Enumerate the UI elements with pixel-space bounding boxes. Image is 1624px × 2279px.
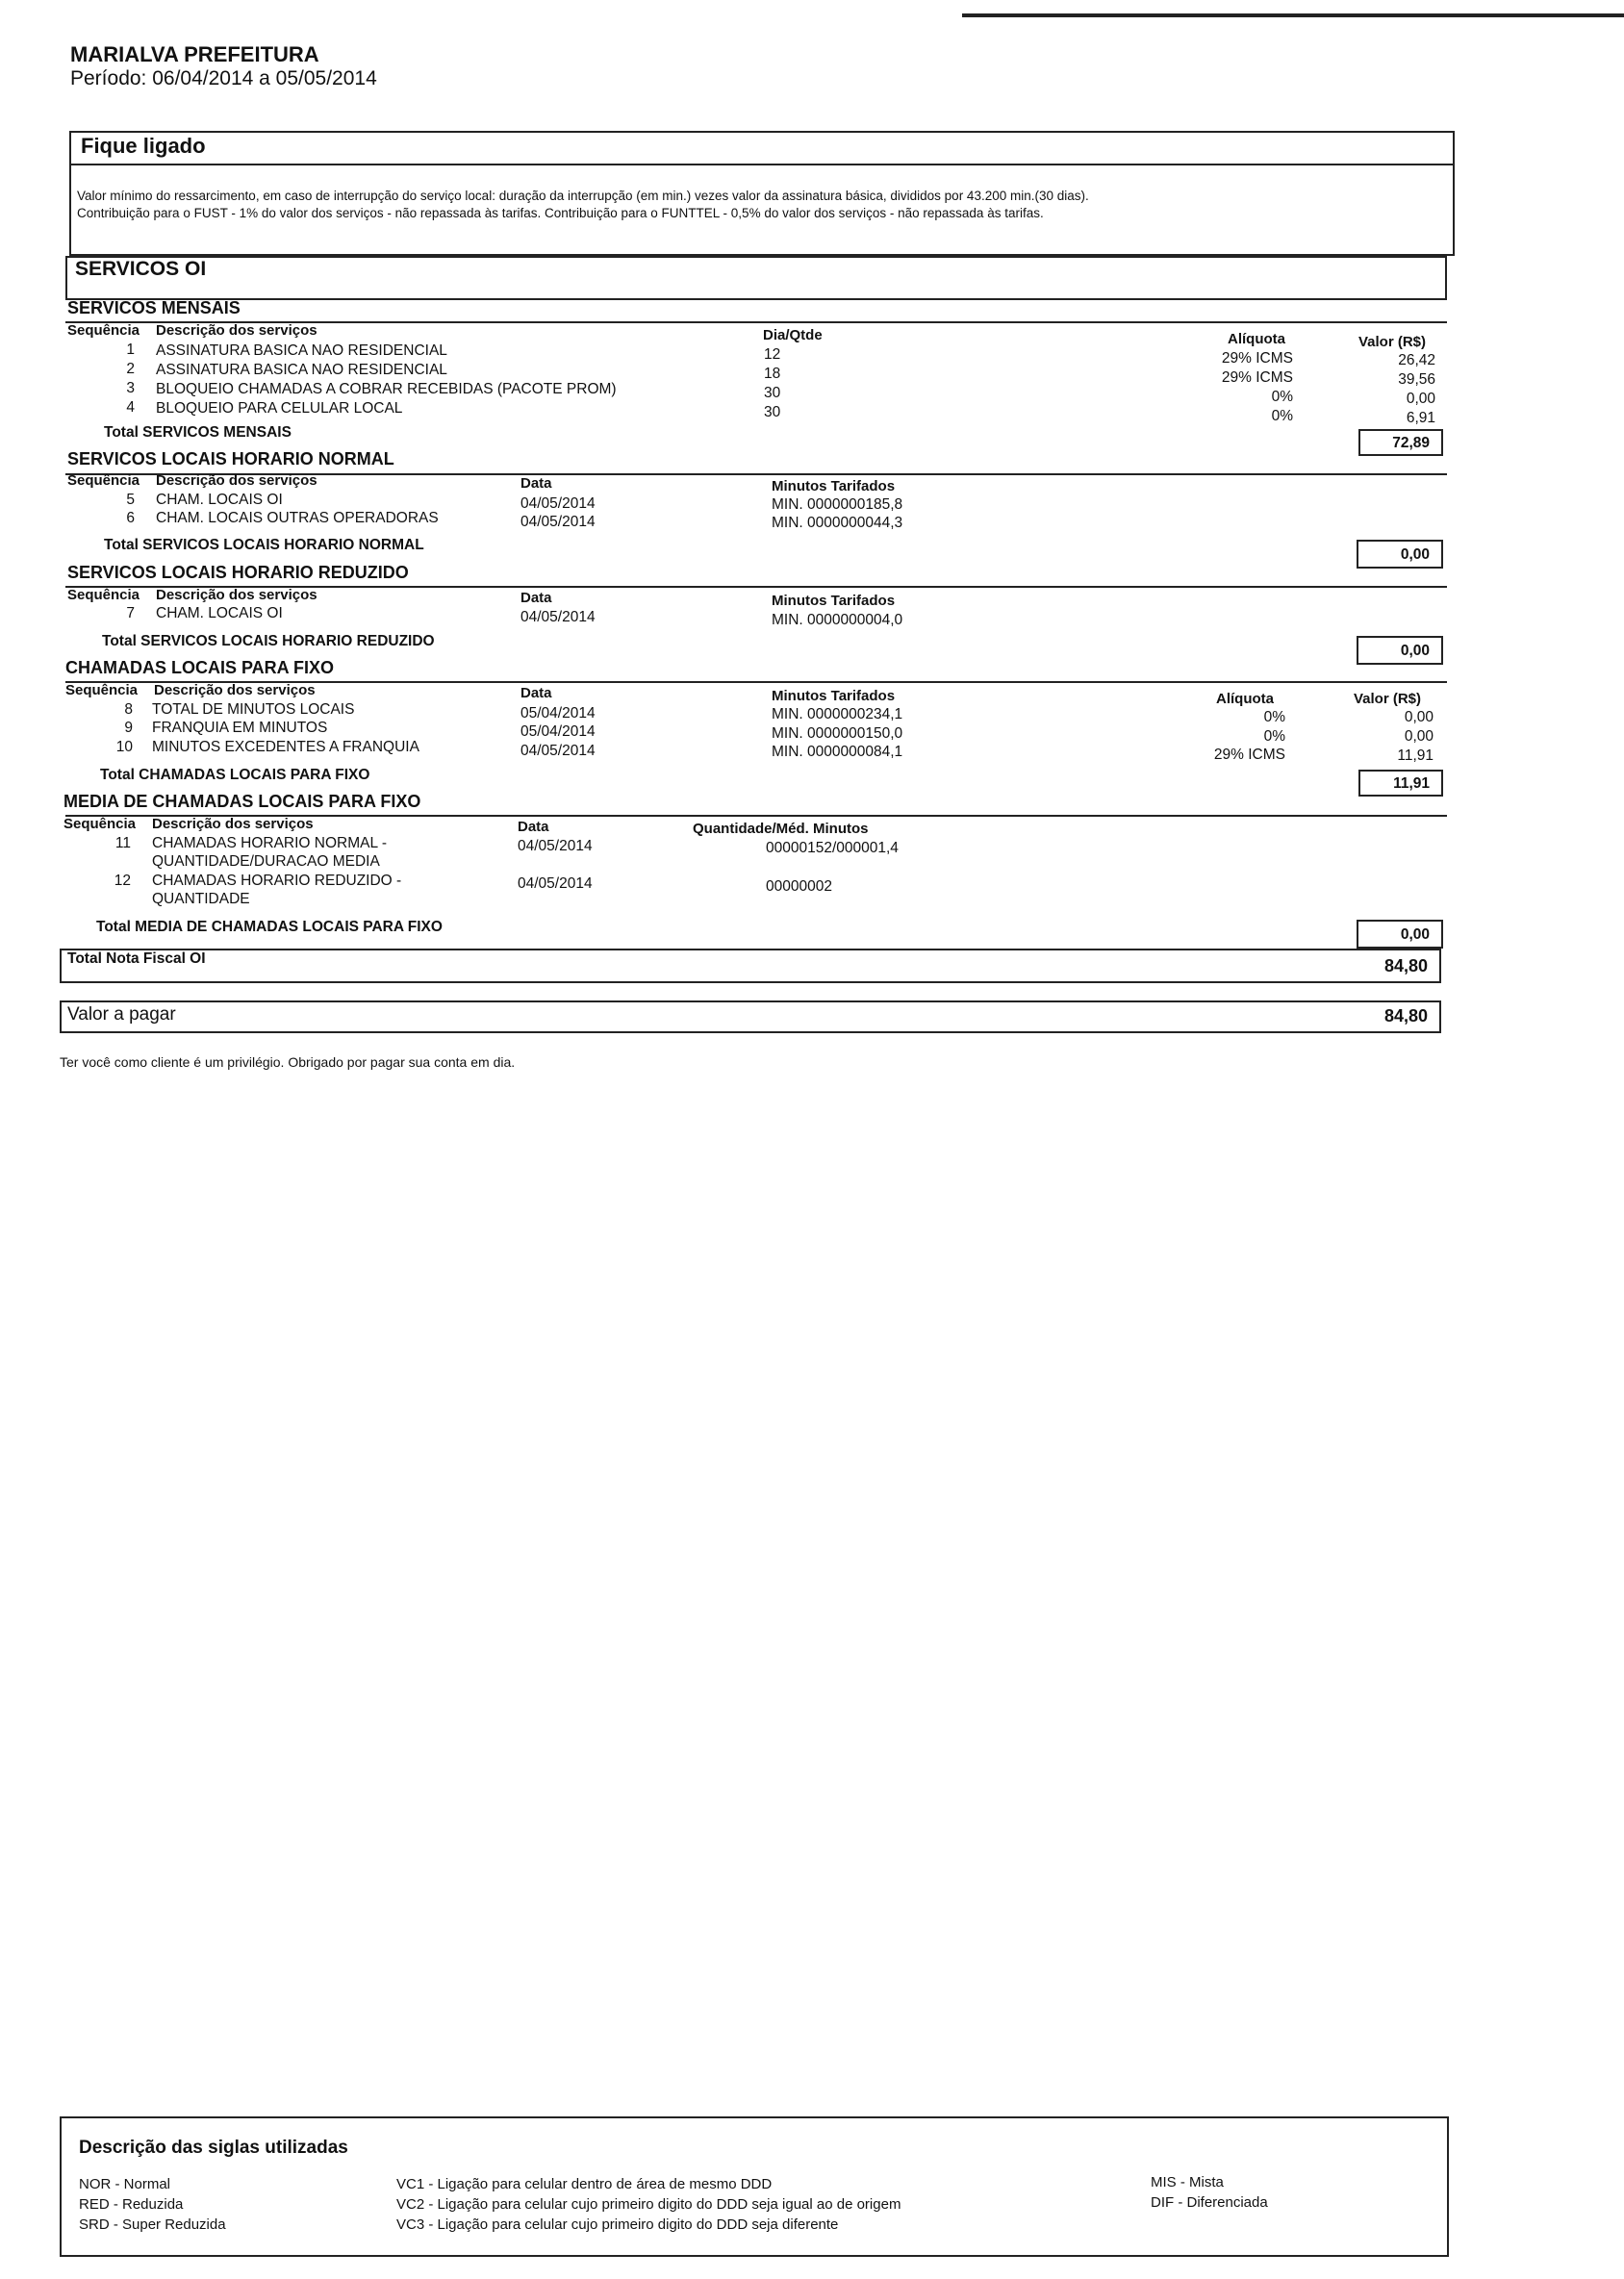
row-valor: 0,00 (1404, 709, 1434, 725)
row-valor: 39,56 (1398, 371, 1435, 388)
invoice-total-box (60, 949, 1441, 983)
row-data: 04/05/2014 (518, 875, 593, 892)
row-desc: BLOQUEIO CHAMADAS A COBRAR RECEBIDAS (PACOTE PROM) (156, 381, 617, 397)
section-title-normal: SERVICOS LOCAIS HORARIO NORMAL (67, 449, 394, 468)
total-value-reduzido: 0,00 (1357, 636, 1443, 665)
row-seq: 2 (126, 361, 135, 377)
col-header-valor: Valor (R$) (1358, 334, 1427, 350)
col-header-seq: Sequência (67, 587, 140, 603)
row-desc: MINUTOS EXCEDENTES A FRANQUIA (152, 739, 419, 755)
col-header-data: Data (520, 590, 552, 606)
abbrev-vc3: VC3 - Ligação para celular cujo primeiro digito do DDD seja diferente (396, 2216, 839, 2233)
col-header-minutos: Minutos Tarifados (772, 688, 896, 704)
row-seq: 8 (124, 701, 133, 718)
row-aliquota: 0% (1271, 408, 1293, 424)
row-data: 04/05/2014 (520, 514, 596, 530)
row-seq: 10 (115, 739, 133, 755)
row-minutos: MIN. 0000000004,0 (772, 612, 903, 628)
col-header-desc: Descrição dos serviços (156, 587, 317, 603)
abbrev-srd: SRD - Super Reduzida (79, 2216, 226, 2233)
col-header-desc: Descrição dos serviços (152, 816, 314, 832)
row-data: 04/05/2014 (520, 609, 596, 625)
col-header-desc: Descrição dos serviços (156, 322, 317, 339)
top-border-line (962, 13, 1624, 17)
row-data: 04/05/2014 (520, 743, 596, 759)
col-header-seq: Sequência (67, 472, 140, 489)
services-header-box (65, 256, 1447, 300)
row-seq: 1 (126, 342, 135, 358)
total-label-mensais: Total SERVICOS MENSAIS (104, 424, 292, 441)
abbrev-mis: MIS - Mista (1151, 2174, 1224, 2190)
row-desc: CHAM. LOCAIS OI (156, 492, 283, 508)
notice-title: Fique ligado (81, 134, 206, 158)
total-label-reduzido: Total SERVICOS LOCAIS HORARIO REDUZIDO (102, 633, 435, 649)
col-header-aliquota: Alíquota (1216, 691, 1274, 707)
col-header-qtde: Dia/Qtde (763, 327, 823, 343)
section-title-fixo: CHAMADAS LOCAIS PARA FIXO (65, 658, 334, 677)
row-minutos: MIN. 0000000044,3 (772, 515, 903, 531)
row-qtde: 30 (764, 404, 781, 420)
abbrev-vc1: VC1 - Ligação para celular dentro de área de mesmo DDD (396, 2176, 773, 2192)
row-valor: 26,42 (1398, 352, 1435, 368)
row-desc: CHAM. LOCAIS OUTRAS OPERADORAS (156, 510, 439, 526)
notice-divider (69, 164, 1455, 165)
row-minutos: MIN. 0000000185,8 (772, 496, 903, 513)
row-quantidade: 00000152/000001,4 (766, 840, 899, 856)
row-minutos: MIN. 0000000084,1 (772, 744, 903, 760)
row-valor: 11,91 (1397, 747, 1434, 764)
row-seq: 6 (126, 510, 135, 526)
row-valor: 0,00 (1404, 728, 1434, 745)
total-value-fixo: 11,91 (1358, 770, 1443, 797)
amount-due-value: 84,80 (1383, 1006, 1428, 1026)
total-label-fixo: Total CHAMADAS LOCAIS PARA FIXO (100, 767, 370, 783)
row-desc: TOTAL DE MINUTOS LOCAIS (152, 701, 355, 718)
col-header-seq: Sequência (63, 816, 137, 832)
row-desc: CHAMADAS HORARIO REDUZIDO - (152, 873, 402, 889)
row-minutos: MIN. 0000000234,1 (772, 706, 903, 722)
row-desc: ASSINATURA BASICA NAO RESIDENCIAL (156, 362, 447, 378)
col-header-seq: Sequência (67, 322, 140, 339)
col-header-data: Data (518, 819, 549, 835)
col-header-data: Data (520, 475, 552, 492)
section-title-mensais: SERVICOS MENSAIS (67, 298, 241, 317)
col-header-data: Data (520, 685, 552, 701)
row-minutos: MIN. 0000000150,0 (772, 725, 903, 742)
row-valor: 0,00 (1406, 391, 1435, 407)
abbrev-nor: NOR - Normal (79, 2176, 171, 2192)
row-desc: ASSINATURA BASICA NAO RESIDENCIAL (156, 342, 447, 359)
services-title: SERVICOS OI (75, 258, 207, 280)
row-desc-cont: QUANTIDADE (152, 891, 250, 907)
row-seq: 7 (126, 605, 135, 621)
row-aliquota: 29% ICMS (1221, 350, 1293, 367)
row-data: 05/04/2014 (520, 723, 596, 740)
col-header-minutos: Minutos Tarifados (772, 593, 896, 609)
row-seq: 9 (124, 720, 133, 736)
col-header-minutos: Minutos Tarifados (772, 478, 896, 494)
row-qtde: 12 (764, 346, 781, 363)
total-label-normal: Total SERVICOS LOCAIS HORARIO NORMAL (104, 537, 424, 553)
row-aliquota: 0% (1271, 389, 1293, 405)
row-valor: 6,91 (1406, 410, 1435, 426)
row-seq: 12 (114, 873, 131, 889)
row-aliquota: 29% ICMS (1213, 747, 1285, 763)
row-desc-cont: QUANTIDADE/DURACAO MEDIA (152, 853, 380, 870)
row-data: 04/05/2014 (520, 495, 596, 512)
section-title-reduzido: SERVICOS LOCAIS HORARIO REDUZIDO (67, 563, 409, 582)
col-header-quantidade: Quantidade/Méd. Minutos (693, 821, 869, 837)
abbrev-vc2: VC2 - Ligação para celular cujo primeiro digito do DDD seja igual ao de origem (396, 2196, 901, 2213)
row-seq: 4 (126, 399, 135, 416)
row-seq: 11 (114, 835, 131, 851)
notice-line-2: Contribuição para o FUST - 1% do valor dos serviços - não repassada às tarifas. Contribuição para o FUNTTEL - 0,5% do valor dos serviços - não repassada às tarifas. (77, 206, 1044, 220)
row-desc: FRANQUIA EM MINUTOS (152, 720, 328, 736)
col-header-desc: Descrição dos serviços (154, 682, 316, 698)
invoice-total-label: Total Nota Fiscal OI (67, 950, 206, 967)
row-data: 05/04/2014 (520, 705, 596, 722)
row-aliquota: 0% (1263, 728, 1285, 745)
total-label-media: Total MEDIA DE CHAMADAS LOCAIS PARA FIXO (96, 919, 443, 935)
col-header-valor: Valor (R$) (1354, 691, 1422, 707)
row-desc: CHAM. LOCAIS OI (156, 605, 283, 621)
row-quantidade: 00000002 (766, 878, 832, 895)
row-aliquota: 0% (1263, 709, 1285, 725)
invoice-total-value: 84,80 (1383, 956, 1428, 975)
abbrev-dif: DIF - Diferenciada (1151, 2194, 1268, 2211)
abbrev-red: RED - Reduzida (79, 2196, 184, 2213)
total-value-mensais: 72,89 (1358, 429, 1443, 456)
total-value-normal: 0,00 (1357, 540, 1443, 569)
row-desc: BLOQUEIO PARA CELULAR LOCAL (156, 400, 403, 417)
section-title-media: MEDIA DE CHAMADAS LOCAIS PARA FIXO (63, 792, 421, 811)
notice-line-1: Valor mínimo do ressarcimento, em caso de interrupção do serviço local: duração da interrupção (em min.) vezes valor da assinatura básica, divididos por 43.200 min.(30 dias). (77, 189, 1089, 203)
abbreviations-title: Descrição das siglas utilizadas (79, 2138, 348, 2158)
col-header-seq: Sequência (65, 682, 139, 698)
amount-due-box (60, 1000, 1441, 1033)
row-qtde: 18 (764, 366, 781, 382)
thank-you-message: Ter você como cliente é um privilégio. Obrigado por pagar sua conta em dia. (60, 1054, 516, 1070)
col-header-desc: Descrição dos serviços (156, 472, 317, 489)
col-header-aliquota: Alíquota (1228, 331, 1285, 347)
row-qtde: 30 (764, 385, 781, 401)
row-seq: 3 (126, 380, 135, 396)
row-desc: CHAMADAS HORARIO NORMAL - (152, 835, 388, 851)
row-aliquota: 29% ICMS (1221, 369, 1293, 386)
total-value-media: 0,00 (1357, 920, 1443, 949)
row-data: 04/05/2014 (518, 838, 593, 854)
amount-due-label: Valor a pagar (67, 1004, 176, 1025)
customer-name: MARIALVA PREFEITURA (70, 42, 319, 66)
row-seq: 5 (126, 492, 135, 508)
billing-period: Período: 06/04/2014 a 05/05/2014 (70, 67, 377, 89)
